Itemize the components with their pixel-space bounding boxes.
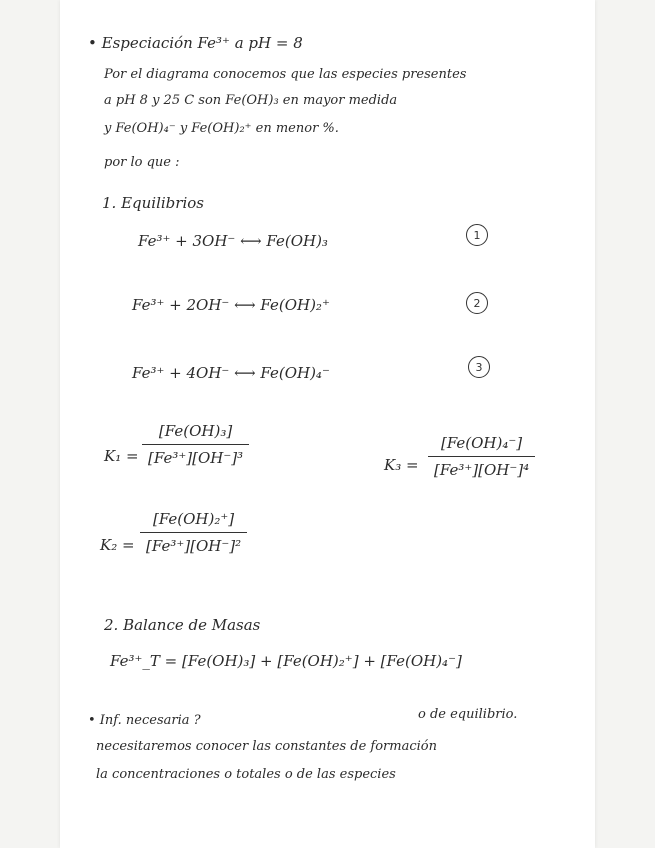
- k2-fraction: [140, 510, 247, 555]
- section-mass-balance-title: 2. Balance de Masas: [104, 616, 261, 634]
- info-line-2: la concentraciones o totales o de las especies: [96, 767, 396, 782]
- k1-fraction: [142, 422, 249, 467]
- equilibrium-2: Fe³⁺ + 2OH⁻ ⟷ Fe(OH)₂⁺: [132, 296, 330, 314]
- k2-label: K₂ =: [100, 536, 135, 554]
- intro-line-2: a pH 8 y 25 C son Fe(OH)₃ en mayor medida: [104, 93, 398, 108]
- equilibrium-1-number: 1: [466, 224, 488, 246]
- equilibrium-3: Fe³⁺ + 4OH⁻ ⟷ Fe(OH)₄⁻: [132, 364, 330, 382]
- intro-line-1: Por el diagrama conocemos que las especies presentes: [104, 67, 467, 82]
- section-equilibria-title: 1. Equilibrios: [102, 194, 204, 212]
- k1-denominator: [Fe³⁺][OH⁻]³: [148, 449, 244, 467]
- info-heading: • Inf. necesaria ?: [88, 713, 201, 728]
- mass-balance-equation: Fe³⁺_T = [Fe(OH)₃] + [Fe(OH)₂⁺] + [Fe(OH)₄⁻]: [110, 652, 462, 670]
- k3-label: K₃ =: [384, 456, 419, 474]
- equilibrium-1: Fe³⁺ + 3OH⁻ ⟷ Fe(OH)₃: [138, 232, 328, 250]
- info-aside: o de equilibrio.: [418, 707, 518, 722]
- k2-denominator: [Fe³⁺][OH⁻]²: [146, 537, 242, 555]
- k3-denominator: [Fe³⁺][OH⁻]⁴: [434, 461, 530, 479]
- k3-fraction: [428, 434, 535, 479]
- k2-numerator: [Fe(OH)₂⁺]: [152, 510, 235, 528]
- k1-label: K₁ =: [104, 447, 139, 465]
- info-line-1: necesitaremos conocer las constantes de formación: [96, 739, 437, 754]
- heading: • Especiación Fe³⁺ a pH = 8: [88, 34, 303, 52]
- intro-line-4: por lo que :: [104, 155, 180, 170]
- equilibrium-3-number: 3: [468, 356, 490, 378]
- k1-numerator: [Fe(OH)₃]: [158, 422, 233, 440]
- equilibrium-2-number: 2: [466, 292, 488, 314]
- intro-line-3: y Fe(OH)₄⁻ y Fe(OH)₂⁺ en menor %.: [104, 121, 339, 136]
- k3-numerator: [Fe(OH)₄⁻]: [440, 434, 523, 452]
